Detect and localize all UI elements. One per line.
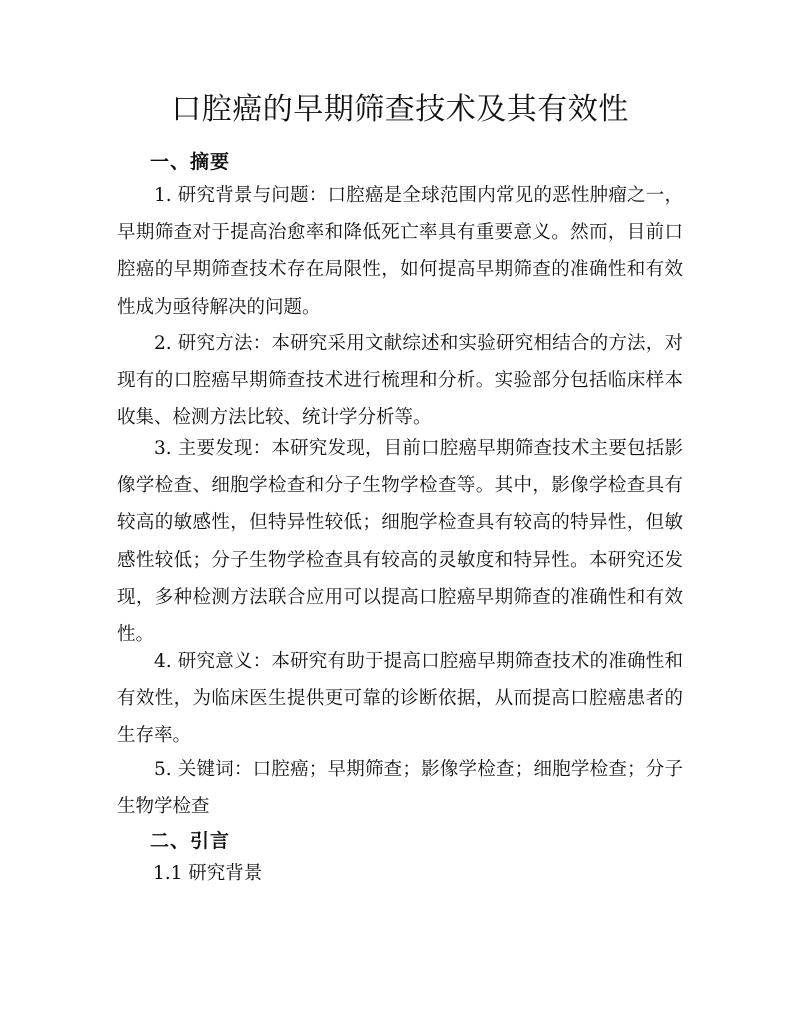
subsection-heading-background: 1.1 研究背景 [153,863,263,884]
abstract-paragraph-findings: 3. 主要发现：本研究发现，目前口腔癌早期筛查技术主要包括影像学检查、细胞学检查和分子生物学检查等。其中，影像学检查具有较高的敏感性，但特异性较低；细胞学检查具有较高的特异性，但敏感性较低；分子生物学检查具有较高的灵敏度和特异性。本研究还发现，多种检测方法联合应用可以提高口腔癌早期筛查的准确性和有效性。 [117,438,683,646]
section-heading-abstract: 一、摘要 [150,151,231,173]
abstract-paragraph-methods: 2. 研究方法：本研究采用文献综述和实验研究相结合的方法，对现有的口腔癌早期筛查技术进行梳理和分析。实验部分包括临床样本收集、检测方法比较、统计学分析等。 [117,333,683,429]
document-title: 口腔癌的早期筛查技术及其有效性 [171,92,629,127]
abstract-paragraph-significance: 4. 研究意义：本研究有助于提高口腔癌早期筛查技术的准确性和有效性，为临床医生提供更可靠的诊断依据，从而提高口腔癌患者的生存率。 [117,651,683,747]
abstract-paragraph-background: 1. 研究背景与问题：口腔癌是全球范围内常见的恶性肿瘤之一，早期筛查对于提高治愈率和降低死亡率具有重要意义。然而，目前口腔癌的早期筛查技术存在局限性，如何提高早期筛查的准确性和有效性成为亟待解决的问题。 [117,185,683,318]
abstract-paragraph-keywords: 5. 关键词：口腔癌；早期筛查；影像学检查；细胞学检查；分子生物学检查 [117,759,683,818]
section-heading-introduction: 二、引言 [150,830,231,852]
